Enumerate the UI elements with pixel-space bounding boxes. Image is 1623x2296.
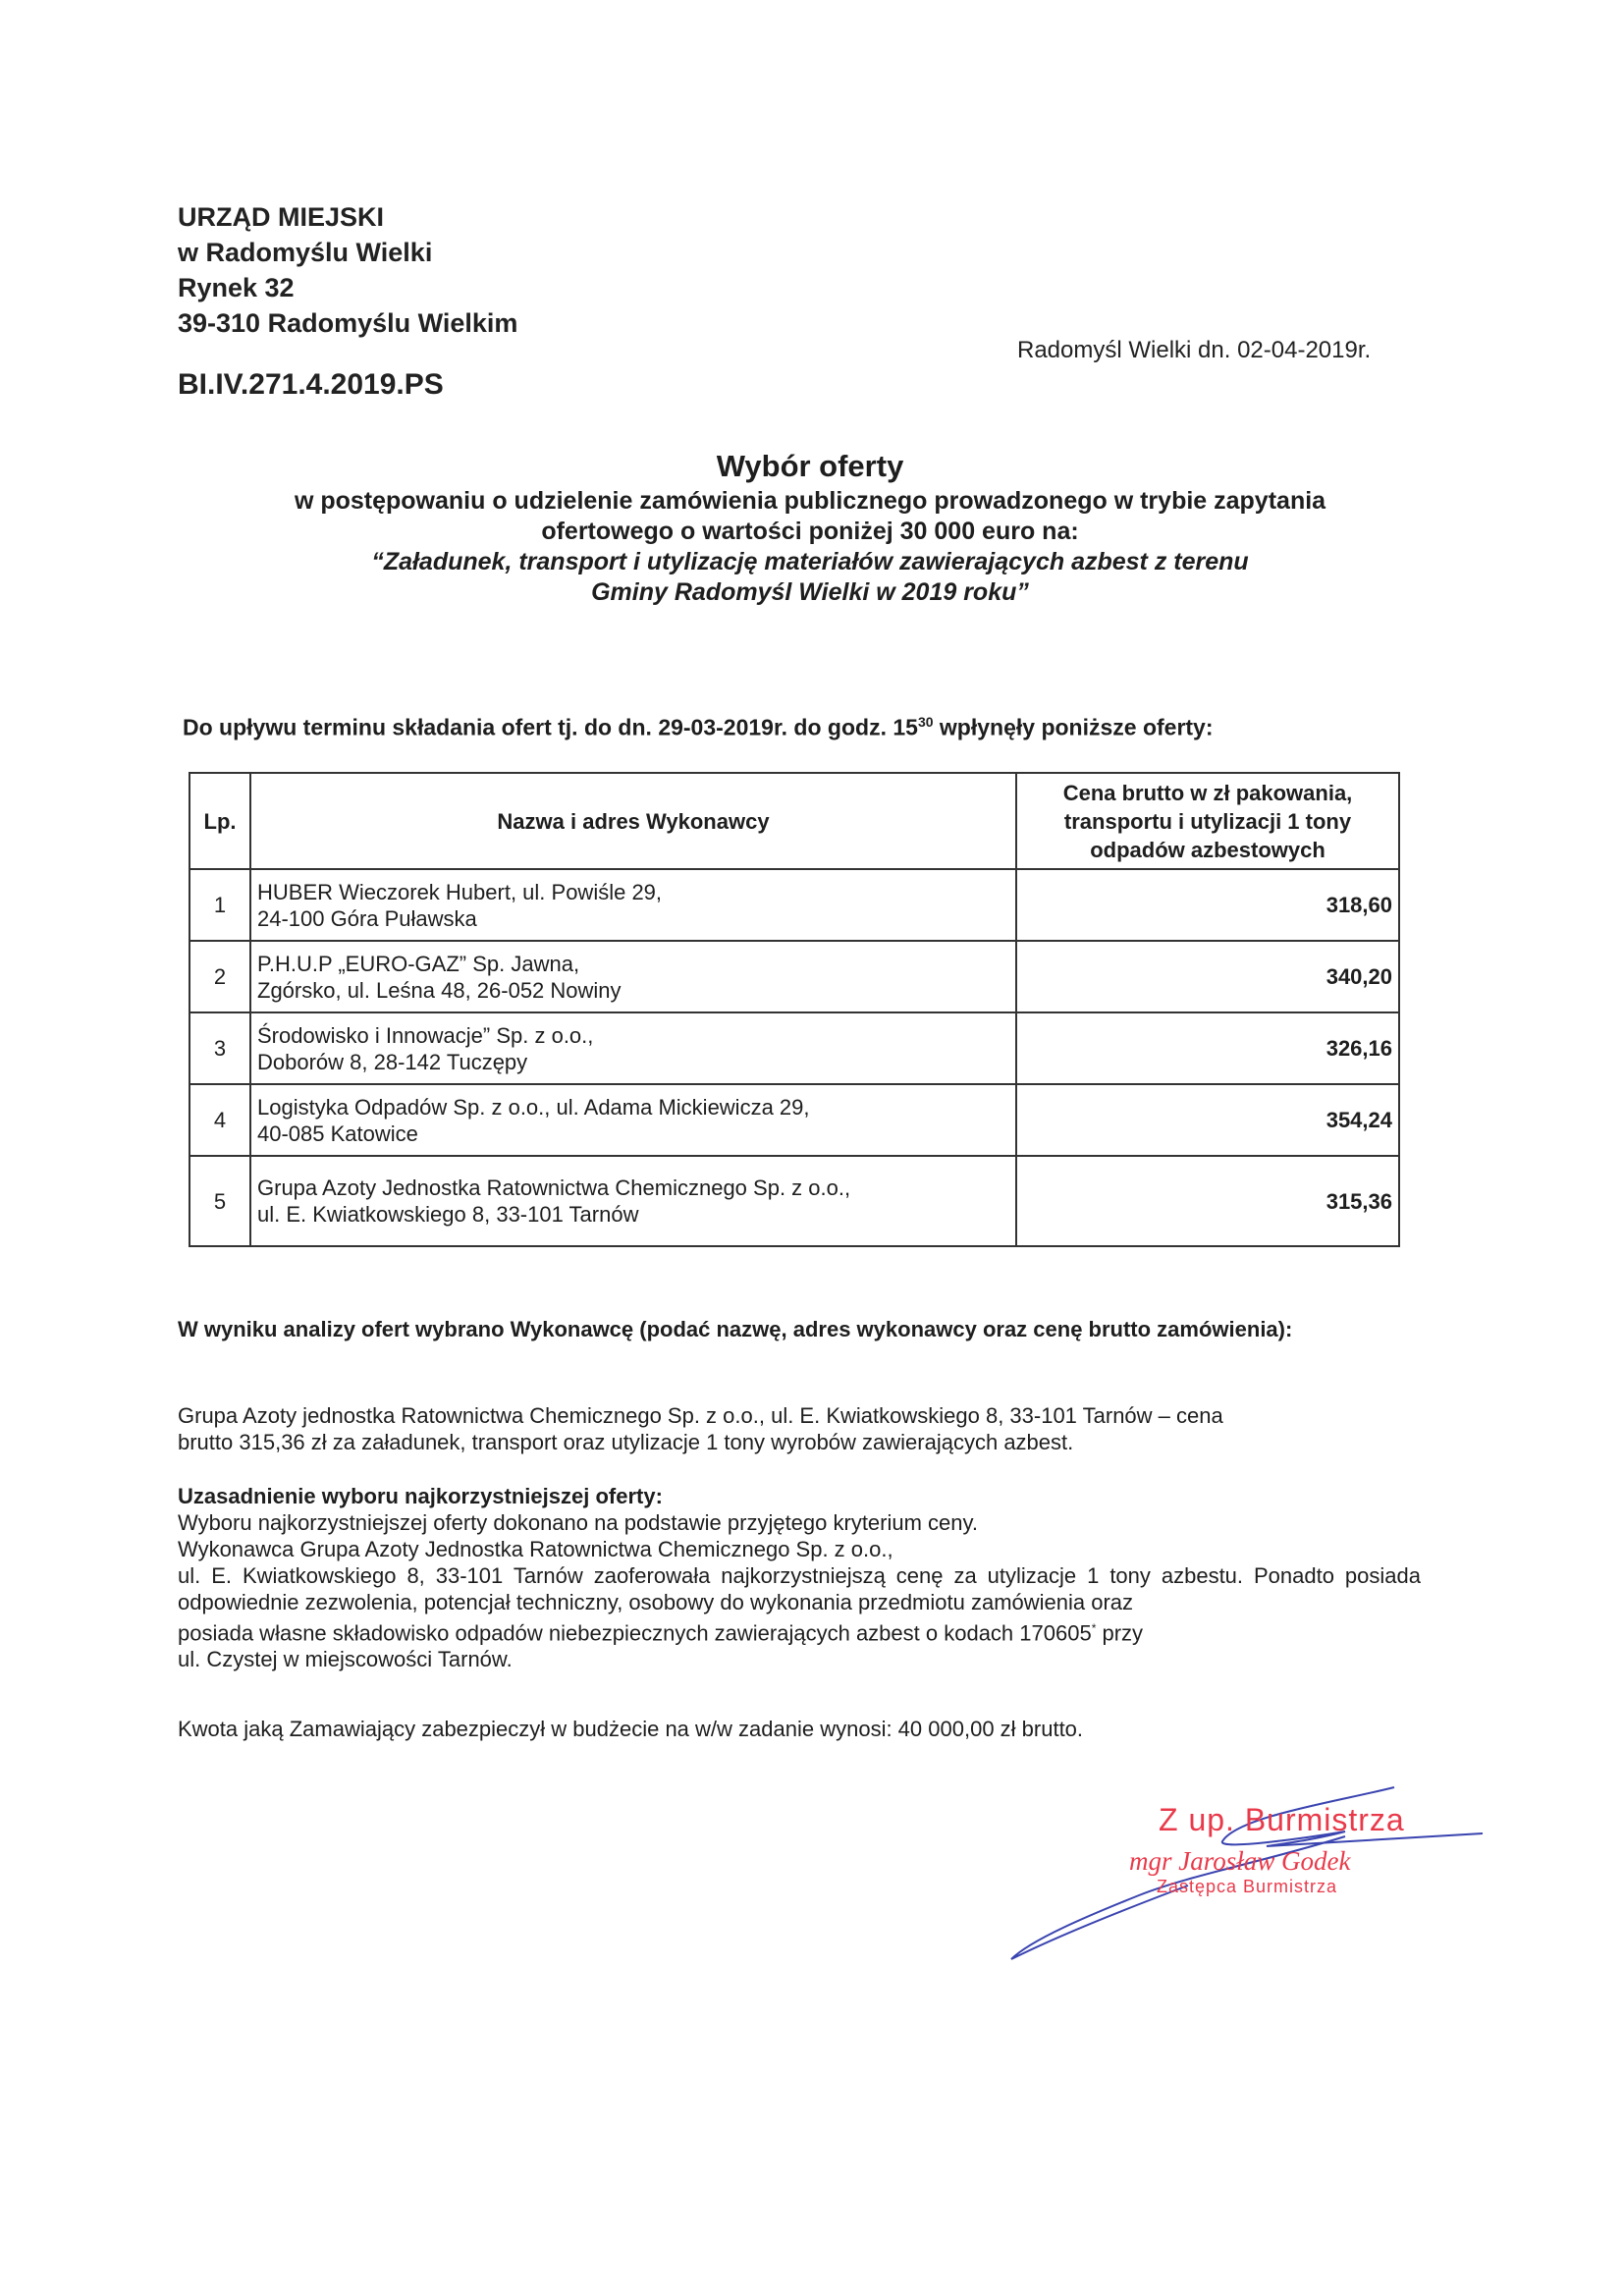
stamp-line-1: Z up. Burmistrza: [1159, 1802, 1405, 1837]
table-header-row: [189, 773, 1399, 869]
office-street: Rynek 32: [178, 273, 295, 302]
deadline-text-end: wpłynęły poniższe oferty:: [933, 714, 1214, 740]
table-row: [189, 1156, 1399, 1246]
office-city: w Radomyślu Wielki: [178, 238, 433, 267]
justification-heading: Uzasadnienie wyboru najkorzystniejszej oferty:: [178, 1484, 663, 1508]
justification-section: [178, 1483, 1421, 1672]
row-lp: 5: [189, 1156, 250, 1246]
contractor-address: Doborów 8, 28-142 Tuczępy: [257, 1049, 528, 1074]
row-contractor: [250, 1012, 1016, 1084]
table-row: [189, 869, 1399, 941]
contractor-name: Środowisko i Innowacje” Sp. z o.o.,: [257, 1022, 594, 1048]
contractor-name: Grupa Azoty Jednostka Ratownictwa Chemicznego Sp. z o.o.,: [257, 1175, 851, 1200]
justification-line-3: ul. E. Kwiatkowskiego 8, 33-101 Tarnów zaoferowała najkorzystniejszą cenę za utylizacje 1 tony azbestu. Ponadto posiada odpowiednie zezwolenia, potencjał techniczny, osobowy do wykonania przedmiotu zamówienia oraz: [178, 1563, 1421, 1614]
deadline-text: Do upływu terminu składania ofert tj. do dn. 29-03-2019r. do godz. 15: [183, 714, 918, 740]
justification-line-1: Wyboru najkorzystniejszej oferty dokonano na podstawie przyjętego kryterium ceny.: [178, 1510, 979, 1535]
row-lp: 2: [189, 941, 250, 1012]
justification-line-4-text: posiada własne składowisko odpadów niebezpiecznych zawierających azbest o kodach 170605: [178, 1620, 1092, 1646]
official-stamp: [1129, 1802, 1405, 1897]
row-lp: 3: [189, 1012, 250, 1084]
budget-statement: Kwota jaką Zamawiający zabezpieczył w budżecie na w/w zadanie wynosi: 40 000,00 zł brutto.: [178, 1717, 1084, 1741]
row-contractor: [250, 1156, 1016, 1246]
table-row: [189, 1084, 1399, 1156]
office-address: [178, 199, 517, 341]
subject-line-2: Gminy Radomyśl Wielki w 2019 roku”: [591, 578, 1029, 606]
place-date: Radomyśl Wielki dn. 02-04-2019r.: [1017, 337, 1372, 363]
selected-offer-line-1: Grupa Azoty jednostka Ratownictwa Chemicznego Sp. z o.o., ul. E. Kwiatkowskiego 8, 33-101 Tarnów – cena: [178, 1403, 1223, 1428]
result-heading: W wyniku analizy ofert wybrano Wykonawcę (podać nazwę, adres wykonawcy oraz cenę brutto zamówienia):: [178, 1317, 1293, 1341]
subtitle-line-1: w postępowaniu o udzielenie zamówienia publicznego prowadzonego w trybie zapytania: [294, 487, 1326, 515]
header-lp: Lp.: [189, 773, 250, 869]
contractor-name: HUBER Wieczorek Hubert, ul. Powiśle 29,: [257, 879, 663, 904]
contractor-address: ul. E. Kwiatkowskiego 8, 33-101 Tarnów: [257, 1202, 639, 1227]
contractor-address: 24-100 Góra Puławska: [257, 905, 477, 931]
contractor-address: Zgórsko, ul. Leśna 48, 26-052 Nowiny: [257, 977, 622, 1003]
row-price: 318,60: [1016, 869, 1399, 941]
selected-offer: [178, 1402, 1421, 1455]
row-price: 326,16: [1016, 1012, 1399, 1084]
stamp-signer-name: mgr Jarosław Godek: [1129, 1846, 1351, 1876]
selected-offer-line-2: brutto 315,36 zł za załadunek, transport oraz utylizacje 1 tony wyrobów zawierających azbest.: [178, 1430, 1074, 1454]
justification-line-5: ul. Czystej w miejscowości Tarnów.: [178, 1647, 513, 1672]
contractor-address: 40-085 Katowice: [257, 1121, 418, 1146]
office-name: URZĄD MIEJSKI: [178, 202, 385, 232]
footnote-mark: *: [1091, 1621, 1097, 1635]
justification-line-4: [178, 1615, 1421, 1646]
subtitle-line-2: ofertowego o wartości poniżej 30 000 euro na:: [541, 518, 1079, 545]
contractor-name: P.H.U.P „EURO-GAZ” Sp. Jawna,: [257, 951, 580, 976]
row-contractor: [250, 869, 1016, 941]
row-price: 354,24: [1016, 1084, 1399, 1156]
offers-table: [189, 772, 1400, 1247]
row-price: 315,36: [1016, 1156, 1399, 1246]
table-row: [189, 1012, 1399, 1084]
stamp-signer-title: Zastępca Burmistrza: [1157, 1877, 1338, 1896]
header-price: [1016, 773, 1399, 869]
document-title: Wybór oferty: [716, 449, 904, 483]
row-lp: 1: [189, 869, 250, 941]
title-block: [196, 447, 1424, 608]
deadline-statement: [183, 714, 1214, 741]
row-contractor: [250, 941, 1016, 1012]
header-price-text: Cena brutto w zł pakowania, transportu i utylizacji 1 tony odpadów azbestowych: [1062, 780, 1353, 862]
table-row: [189, 941, 1399, 1012]
header-name: Nazwa i adres Wykonawcy: [250, 773, 1016, 869]
justification-line-2: Wykonawca Grupa Azoty Jednostka Ratownictwa Chemicznego Sp. z o.o.,: [178, 1537, 893, 1561]
row-price: 340,20: [1016, 941, 1399, 1012]
row-contractor: [250, 1084, 1016, 1156]
deadline-minutes: 30: [917, 714, 934, 730]
justification-line-4-end: przy: [1096, 1620, 1144, 1646]
contractor-name: Logistyka Odpadów Sp. z o.o., ul. Adama Mickiewicza 29,: [257, 1094, 810, 1120]
row-lp: 4: [189, 1084, 250, 1156]
office-postal: 39-310 Radomyślu Wielkim: [178, 308, 518, 338]
reference-number: BI.IV.271.4.2019.PS: [178, 368, 444, 401]
subject-line-1: “Załadunek, transport i utylizację materiałów zawierających azbest z terenu: [371, 548, 1249, 575]
